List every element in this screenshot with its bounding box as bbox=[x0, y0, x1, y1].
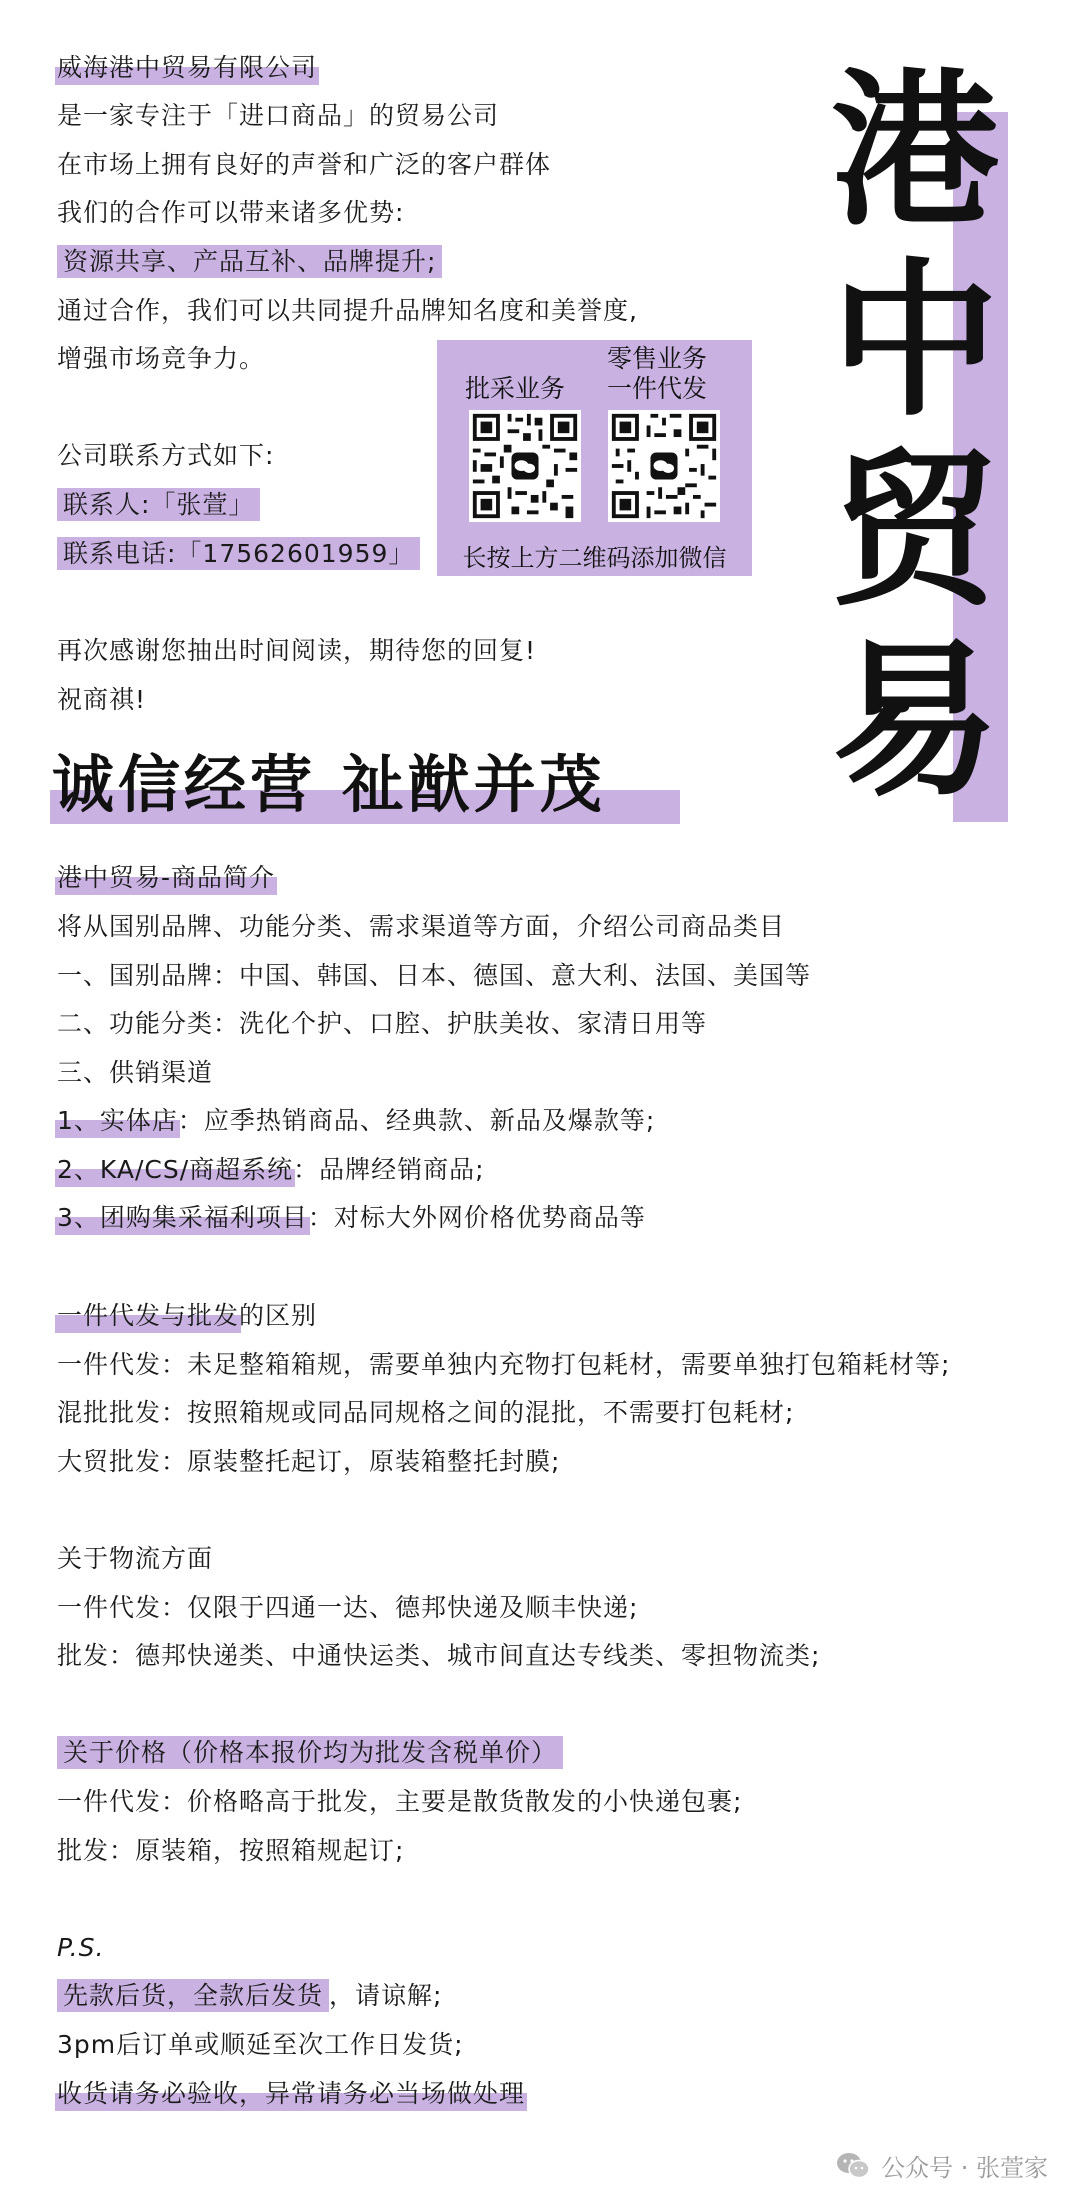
contact-person-line bbox=[57, 487, 260, 523]
vertical-title bbox=[820, 53, 1010, 819]
ps-item-b: 3pm后订单或顺延至次工作日发货; bbox=[57, 2030, 464, 2059]
qr-right-label-2: 一件代发 bbox=[607, 374, 708, 403]
qr-code-graphic bbox=[469, 410, 581, 522]
ps-item-a-rest: ，请谅解; bbox=[329, 1981, 443, 2010]
contact-person: 联系人:「张萱」 bbox=[57, 488, 260, 521]
diff-heading-highlight: 一件代发与批发 bbox=[57, 1301, 240, 1330]
channel-2-label: 2、KA/CS/商超系统 bbox=[57, 1155, 294, 1184]
price-item-b: 批发：原装箱，按照箱规起订; bbox=[57, 1836, 405, 1865]
channel-1-label: 1、实体店 bbox=[57, 1106, 178, 1135]
qr-code-icon[interactable] bbox=[608, 410, 720, 522]
diff-heading-rest: 的区别 bbox=[239, 1301, 318, 1330]
qr-left-label: 批采业务 bbox=[465, 374, 566, 403]
diff-item-b: 混批批发：按照箱规或同品同规格之间的混批，不需要打包耗材; bbox=[57, 1398, 795, 1427]
intro-line-3: 我们的合作可以带来诸多优势: bbox=[57, 198, 405, 227]
channel-1-text: ：应季热销商品、经典款、新品及爆款等; bbox=[177, 1106, 656, 1135]
products-item-3: 三、供销渠道 bbox=[57, 1058, 214, 1087]
company-name: 威海港中贸易有限公司 bbox=[57, 53, 318, 82]
title-char: 贸 bbox=[831, 433, 999, 629]
intro-line-5: 增强市场竞争力。 bbox=[57, 344, 266, 373]
products-intro: 将从国别品牌、功能分类、需求渠道等方面，介绍公司商品类目 bbox=[57, 912, 786, 941]
intro-line-4: 通过合作，我们可以共同提升品牌知名度和美誉度, bbox=[57, 296, 638, 325]
wechat-icon bbox=[835, 2151, 871, 2181]
channel-1 bbox=[57, 1103, 655, 1139]
channel-3-label: 3、团购集采福利项目 bbox=[57, 1203, 308, 1232]
qr-caption: 长按上方二维码添加微信 bbox=[462, 544, 727, 572]
contact-phone-line bbox=[57, 536, 420, 572]
logistics-heading: 关于物流方面 bbox=[57, 1544, 214, 1573]
ps-item-a-highlight: 先款后货，全款后发货 bbox=[57, 1979, 329, 2012]
advantages-text: 资源共享、产品互补、品牌提升; bbox=[57, 245, 442, 278]
products-item-2: 二、功能分类：洗化个护、口腔、护肤美妆、家清日用等 bbox=[57, 1009, 708, 1038]
price-item-a: 一件代发：价格略高于批发，主要是散货散发的小快递包裹; bbox=[57, 1787, 743, 1816]
channel-3-text: ：对标大外网价格优势商品等 bbox=[307, 1203, 646, 1232]
title-char: 易 bbox=[831, 623, 999, 819]
title-char: 中 bbox=[831, 243, 999, 439]
contact-title: 公司联系方式如下: bbox=[57, 441, 275, 470]
intro-line-2: 在市场上拥有良好的声誉和广泛的客户群体 bbox=[57, 150, 552, 179]
qr-code-icon[interactable] bbox=[469, 410, 581, 522]
diff-heading bbox=[57, 1298, 317, 1334]
products-heading-line bbox=[57, 860, 275, 896]
intro-line-1: 是一家专注于「进口商品」的贸易公司 bbox=[57, 101, 500, 130]
watermark bbox=[835, 2148, 1048, 2183]
contact-phone: 联系电话:「17562601959」 bbox=[57, 537, 420, 570]
qr-code-graphic bbox=[608, 410, 720, 522]
price-heading-line bbox=[57, 1735, 563, 1771]
channel-3 bbox=[57, 1200, 646, 1236]
products-item-1: 一、国别品牌：中国、韩国、日本、德国、意大利、法国、美国等 bbox=[57, 961, 812, 990]
qr-right-label-1: 零售业务 bbox=[607, 344, 708, 373]
advantages-line bbox=[57, 244, 442, 280]
company-name-line bbox=[57, 50, 317, 86]
wish-line: 祝商祺! bbox=[57, 685, 147, 714]
products-heading: 港中贸易-商品简介 bbox=[57, 863, 276, 892]
price-heading: 关于价格（价格本报价均为批发含税单价） bbox=[57, 1736, 563, 1769]
channel-2 bbox=[57, 1152, 485, 1188]
thanks-line: 再次感谢您抽出时间阅读，期待您的回复! bbox=[57, 636, 537, 665]
qr-panel bbox=[437, 340, 752, 576]
slogan: 诚信经营 祉猷并茂 bbox=[52, 748, 606, 821]
diff-item-c: 大贸批发：原装整托起订，原装箱整托封膜; bbox=[57, 1447, 561, 1476]
ps-label: P.S. bbox=[57, 1933, 105, 1962]
logistics-item-a: 一件代发：仅限于四通一达、德邦快递及顺丰快递; bbox=[57, 1593, 639, 1622]
logistics-item-b: 批发：德邦快递类、中通快运类、城市间直达专线类、零担物流类; bbox=[57, 1641, 821, 1670]
watermark-text: 公众号 · 张萱家 bbox=[881, 2154, 1048, 2182]
ps-item-c: 收货请务必验收，异常请务必当场做处理 bbox=[57, 2079, 526, 2108]
ps-item-c-line bbox=[57, 2076, 525, 2112]
ps-item-a bbox=[57, 1978, 442, 2014]
diff-item-a: 一件代发：未足整箱箱规，需要单独内充物打包耗材，需要单独打包箱耗材等; bbox=[57, 1350, 951, 1379]
channel-2-text: ：品牌经销商品; bbox=[293, 1155, 485, 1184]
title-char: 港 bbox=[831, 53, 999, 249]
